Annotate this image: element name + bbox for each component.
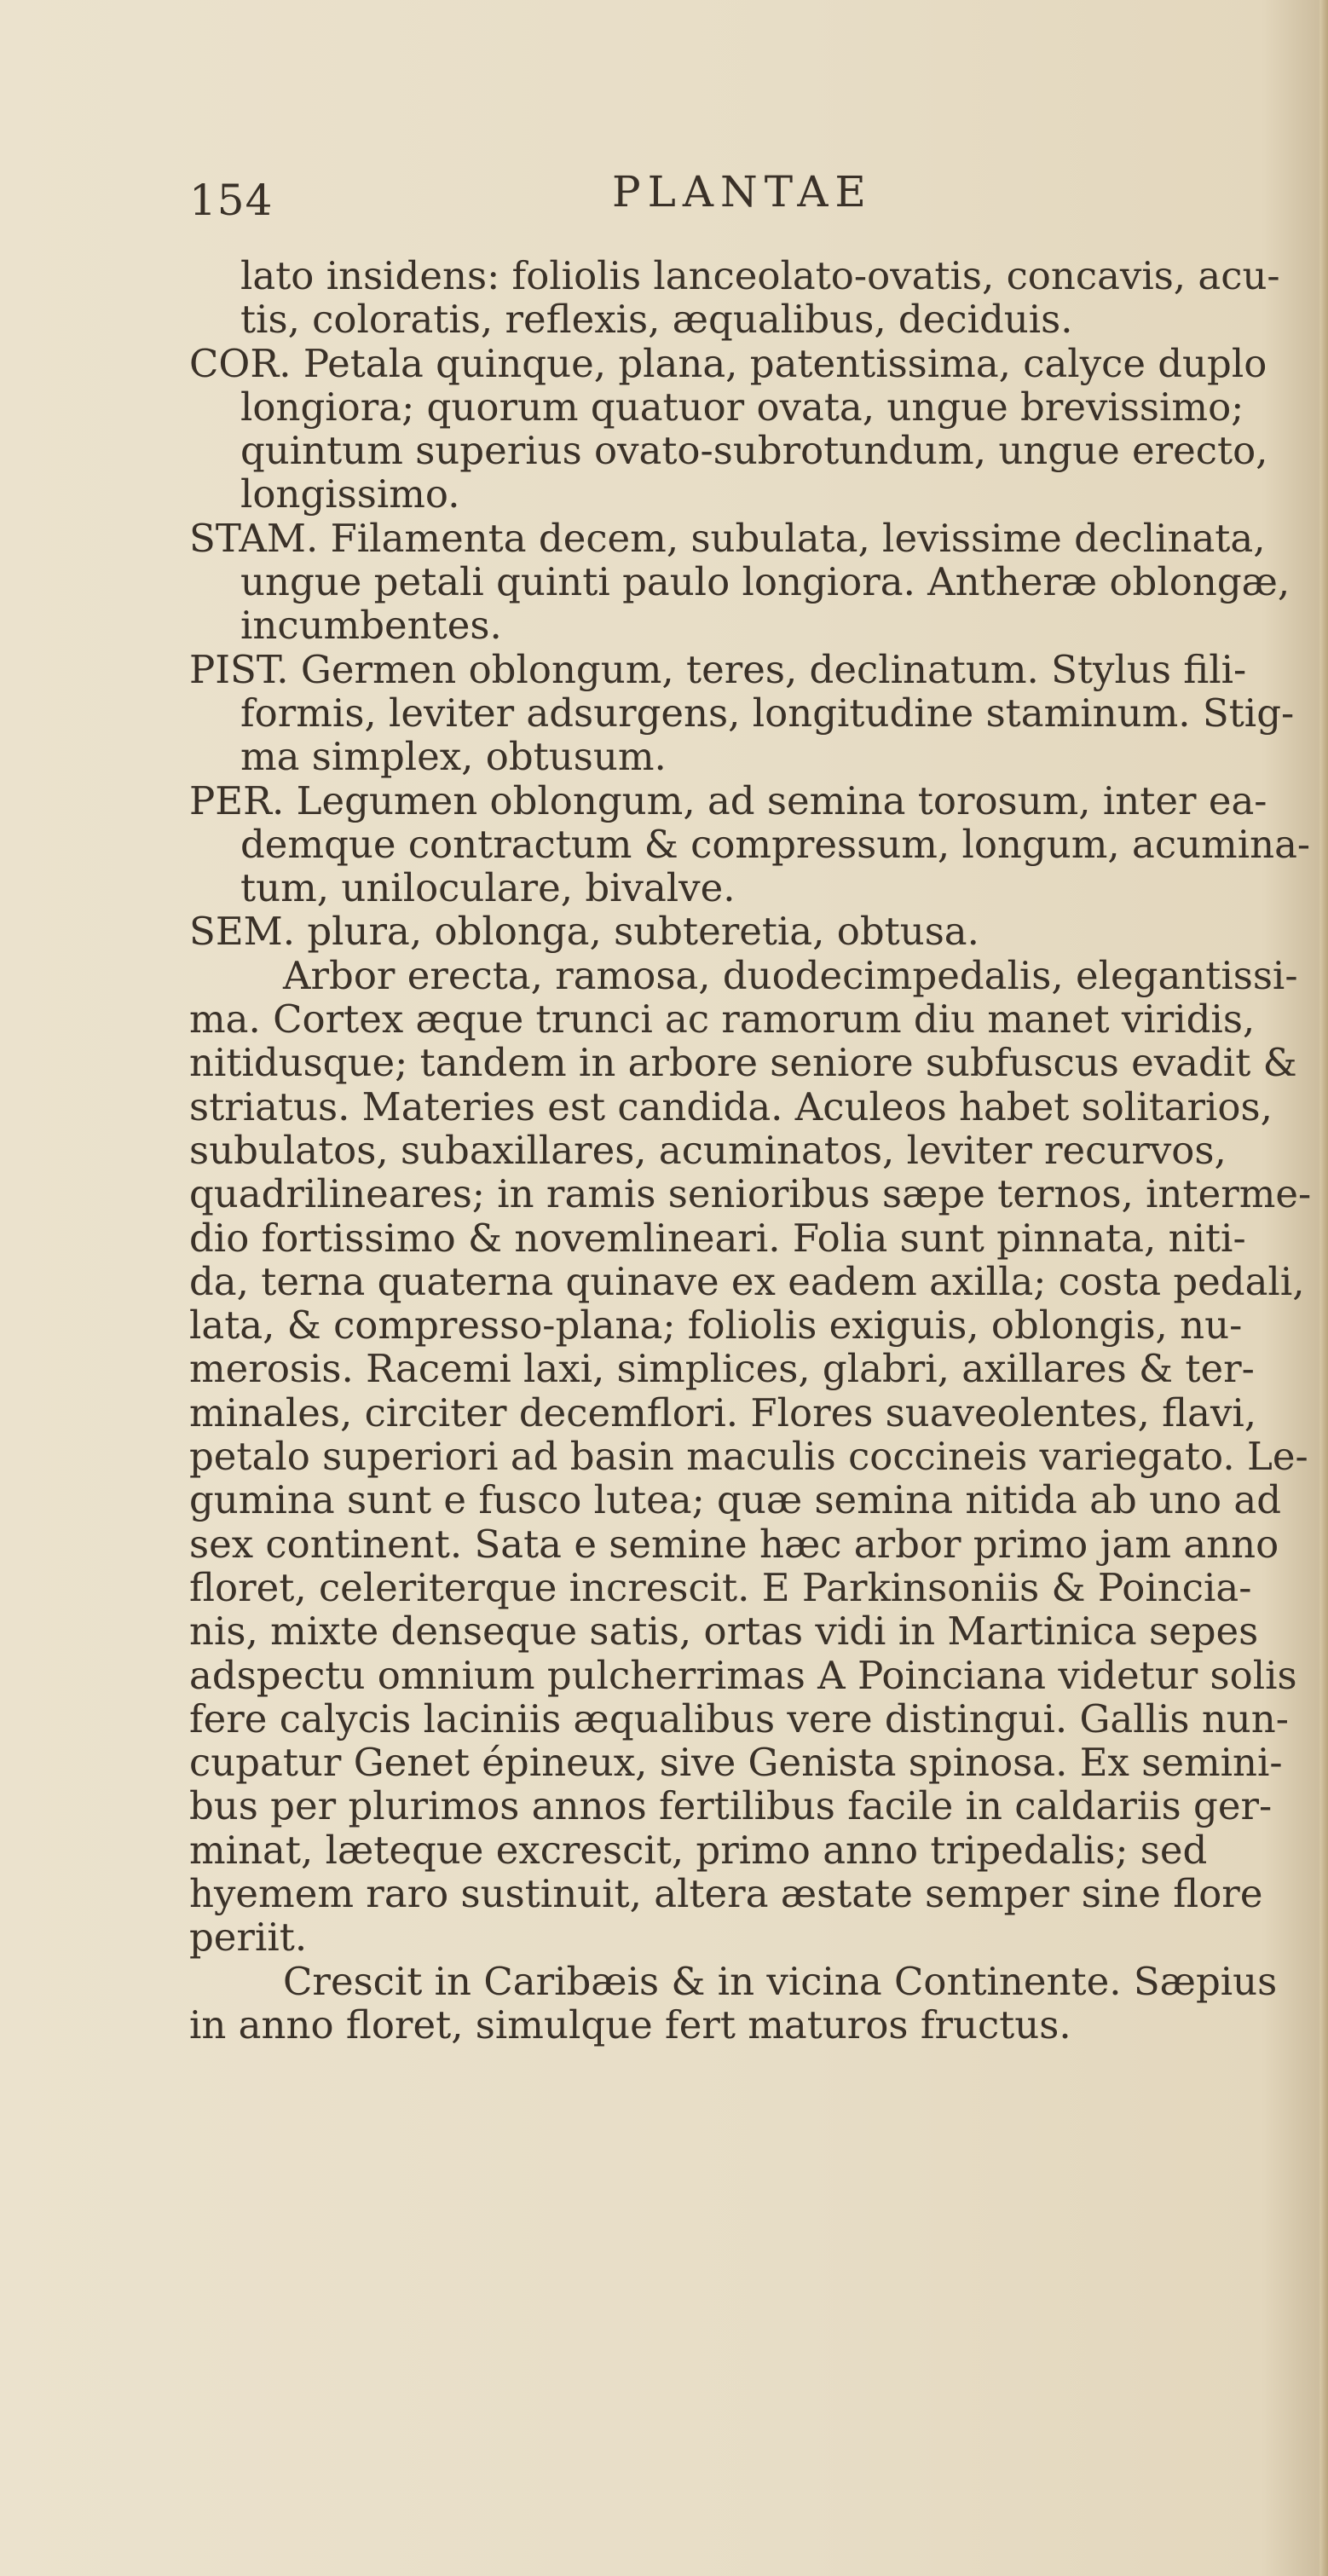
text-line: da, terna quaterna quinave ex eadem axilla; costa pedali,: [189, 1258, 1305, 1304]
text-line: formis, leviter adsurgens, longitudine staminum. Stig-: [240, 690, 1295, 736]
text-line: nis, mixte denseque satis, ortas vidi in Martinica sepes: [189, 1609, 1259, 1655]
text-line: subulatos, subaxillares, acuminatos, leviter recurvos,: [189, 1127, 1227, 1173]
text-line: incumbentes.: [240, 603, 502, 649]
text-line: demque contractum & compressum, longum, acumina-: [240, 821, 1311, 867]
text-line: in anno floret, simulque fert maturos fructus.: [189, 2001, 1071, 2048]
text-line: floret, celeriterque increscit. E Parkinsoniis & Poincia-: [189, 1564, 1252, 1610]
text-line: Crescit in Caribæis & in vicina Continente. Sæpius: [283, 1958, 1278, 2004]
text-line: adspectu omnium pulcherrimas A Poinciana videtur solis: [189, 1652, 1297, 1698]
text-line: quadrilineares; in ramis senioribus sæpe ternos, interme-: [189, 1171, 1312, 1217]
text-line: minat, læteque excrescit, primo anno tripedalis; sed: [189, 1827, 1208, 1873]
text-line: nitidusque; tandem in arbore seniore subfuscus evadit &: [189, 1040, 1297, 1086]
text-line: tis, coloratis, reflexis, æqualibus, deciduis.: [240, 297, 1073, 343]
text-line: fere calycis laciniis æqualibus vere distingui. Gallis nun-: [189, 1695, 1289, 1741]
text-line: tum, uniloculare, bivalve.: [240, 865, 736, 911]
text-line: merosis. Racemi laxi, simplices, glabri, axillares & ter-: [189, 1346, 1255, 1392]
text-line: lato insidens: foliolis lanceolato-ovatis, concavis, acu-: [240, 253, 1280, 298]
page-number: 154: [189, 176, 274, 225]
text-line: longissimo.: [240, 471, 460, 517]
text-line: dio fortissimo & novemlineari. Folia sunt pinnata, niti-: [189, 1215, 1246, 1261]
text-line: bus per plurimos annos fertilibus facile in caldariis ger-: [189, 1783, 1273, 1829]
text-line: lata, & compresso-plana; foliolis exiguis, oblongis, nu-: [189, 1302, 1243, 1349]
text-line: ungue petali quinti paulo longiora. Antheræ oblongæ,: [240, 559, 1290, 605]
text-line: COR. Petala quinque, plana, patentissima, calyce duplo: [189, 340, 1267, 386]
text-line: PER. Legumen oblongum, ad semina torosum, inter ea-: [189, 777, 1267, 823]
body-text: [189, 254, 1328, 2047]
text-line: minales, circiter decemflori. Flores suaveolentes, flavi,: [189, 1389, 1257, 1435]
text-line: striatus. Materies est candida. Aculeos habet solitarios,: [189, 1083, 1273, 1129]
page-header: [0, 167, 1328, 227]
text-line: periit.: [189, 1915, 308, 1961]
text-line: gumina sunt e fusco lutea; quæ semina nitida ab uno ad: [189, 1477, 1282, 1523]
text-line: PIST. Germen oblongum, teres, declinatum. Stylus fili-: [189, 646, 1247, 692]
text-line: longiora; quorum quatuor ovata, ungue brevissimo;: [240, 384, 1244, 430]
text-line: hyemem raro sustinuit, altera æstate semper sine flore: [189, 1870, 1263, 1916]
text-line: STAM. Filamenta decem, subulata, levissime declinata,: [189, 515, 1266, 561]
text-line: petalo superiori ad basin maculis coccineis variegato. Le-: [189, 1434, 1308, 1480]
text-line: cupatur Genet épineux, sive Genista spinosa. Ex semini-: [189, 1740, 1283, 1786]
text-line: sex continent. Sata e semine hæc arbor primo jam anno: [189, 1521, 1279, 1567]
text-line: ma simplex, obtusum.: [240, 734, 667, 780]
text-line: ma. Cortex æque trunci ac ramorum diu manet viridis,: [189, 996, 1256, 1043]
text-line: Arbor erecta, ramosa, duodecimpedalis, elegantissi-: [283, 952, 1298, 998]
text-line: SEM. plura, oblonga, subteretia, obtusa.: [189, 909, 979, 955]
text-line: quintum superius ovato-subrotundum, ungue erecto,: [240, 428, 1268, 474]
running-title: PLANTAE: [612, 167, 873, 217]
